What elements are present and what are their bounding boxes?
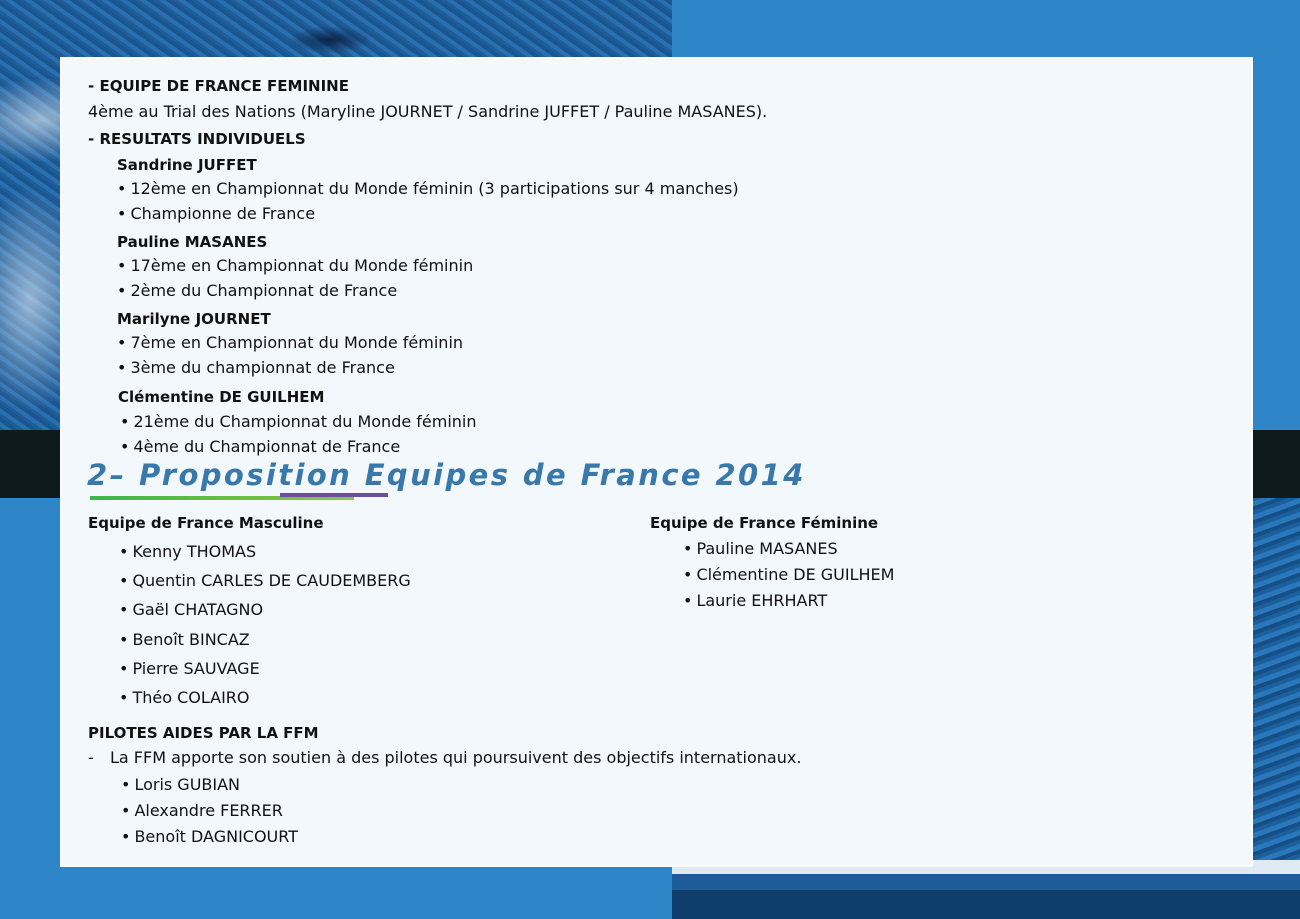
- ffm-rider: • Alexandre FERRER: [121, 801, 283, 821]
- background-dark-band-right: [1250, 430, 1300, 498]
- women-team-2014-heading: Equipe de France Féminine: [650, 514, 879, 532]
- section-title: 2– Proposition Equipes de France 2014: [87, 458, 806, 492]
- background-photo-right: [1250, 498, 1300, 919]
- women-team-member: • Laurie EHRHART: [683, 591, 827, 611]
- rider-result: • 3ème du championnat de France: [117, 358, 395, 378]
- women-team-member: • Clémentine DE GUILHEM: [683, 565, 894, 585]
- ffm-intro: - La FFM apporte son soutien à des pilotes qui poursuivent des objectifs internationaux.: [88, 748, 801, 768]
- men-team-member: • Théo COLAIRO: [119, 688, 250, 708]
- rider-name: Sandrine JUFFET: [117, 156, 257, 174]
- individual-results-heading: - RESULTATS INDIVIDUELS: [88, 130, 306, 148]
- women-team-heading: - EQUIPE DE FRANCE FEMININE: [88, 77, 349, 95]
- ffm-rider: • Benoît DAGNICOURT: [121, 827, 298, 847]
- rider-result: • 2ème du Championnat de France: [117, 281, 397, 301]
- men-team-heading: Equipe de France Masculine: [88, 514, 324, 532]
- background-photo-bottom: [672, 860, 1300, 919]
- ffm-rider: • Loris GUBIAN: [121, 775, 240, 795]
- ffm-heading: PILOTES AIDES PAR LA FFM: [88, 724, 319, 742]
- title-underline-purple: [280, 493, 388, 497]
- rider-name: Clémentine DE GUILHEM: [118, 388, 325, 406]
- rider-result: • Championne de France: [117, 204, 315, 224]
- rider-result: • 12ème en Championnat du Monde féminin (3 participations sur 4 manches): [117, 179, 739, 199]
- rider-result: • 21ème du Championnat du Monde féminin: [120, 412, 477, 432]
- men-team-member: • Gaël CHATAGNO: [119, 600, 263, 620]
- rider-name: Marilyne JOURNET: [117, 310, 271, 328]
- rider-name: Pauline MASANES: [117, 233, 268, 251]
- men-team-member: • Quentin CARLES DE CAUDEMBERG: [119, 571, 411, 591]
- background-dark-band-left: [0, 430, 60, 498]
- rider-result: • 17ème en Championnat du Monde féminin: [117, 256, 473, 276]
- men-team-member: • Kenny THOMAS: [119, 542, 256, 562]
- men-team-member: • Benoît BINCAZ: [119, 630, 250, 650]
- men-team-member: • Pierre SAUVAGE: [119, 659, 260, 679]
- women-team-result: 4ème au Trial des Nations (Maryline JOURNET / Sandrine JUFFET / Pauline MASANES).: [88, 102, 768, 121]
- rider-result: • 4ème du Championnat de France: [120, 437, 400, 457]
- rider-result: • 7ème en Championnat du Monde féminin: [117, 333, 463, 353]
- women-team-member: • Pauline MASANES: [683, 539, 838, 559]
